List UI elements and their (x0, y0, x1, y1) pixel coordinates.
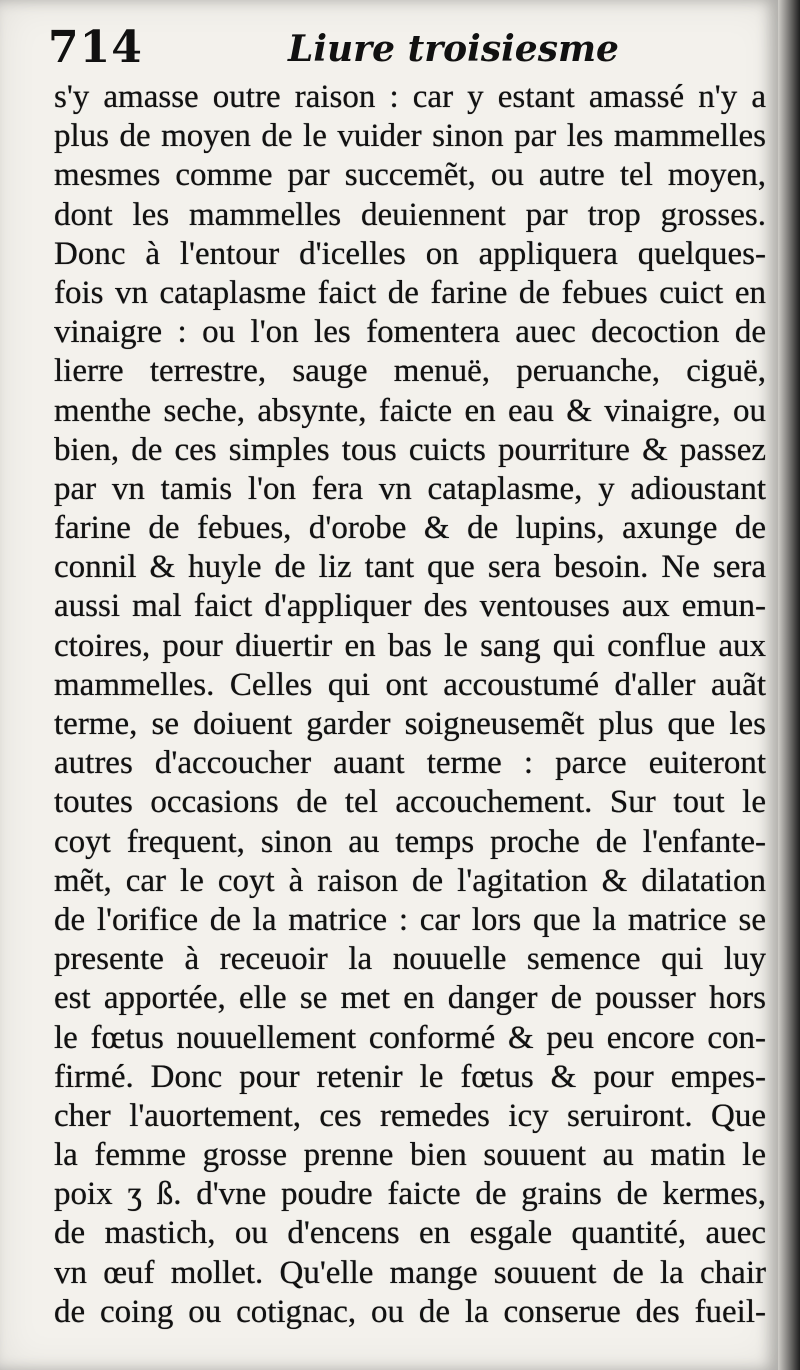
text-line: mẽt, car le coyt à raison de l'agitation & dilatation (54, 862, 766, 899)
text-line: autres d'accoucher auant terme : parce euiteront (54, 745, 766, 782)
text-line: terme, se doiuent garder soigneusemẽt plus que les (54, 706, 766, 742)
text-line: cher l'auortement, ces remedes icy seruiront. Que (54, 1097, 766, 1134)
text-line: coyt frequent, sinon au temps proche de l'enfante- (54, 823, 766, 860)
running-head: Liure troisiesme (288, 28, 619, 70)
text-line: firmé. Donc pour retenir le fœtus & pour empes- (54, 1058, 766, 1095)
text-line: dont les mammelles deuiennent par trop grosses. (54, 196, 766, 233)
text-line: bien, de ces simples tous cuicts pourriture & passez (54, 431, 766, 468)
text-line: est apportée, elle se met en danger de pousser hors (54, 980, 766, 1017)
text-line: de mastich, ou d'encens en esgale quantité, auec (54, 1215, 766, 1252)
text-line: presente à receuoir la nouuelle semence qui luy (54, 941, 766, 978)
page-header (48, 18, 768, 82)
text-line: de coing ou cotignac, ou de la conserue des fueil- (54, 1293, 766, 1330)
body-text (54, 78, 766, 1332)
text-line: fois vn cataplasme faict de farine de febues cuict en (54, 274, 766, 311)
text-line: la femme grosse prenne bien souuent au matin le (54, 1137, 766, 1174)
text-line: toutes occasions de tel accouchement. Sur tout le (54, 784, 766, 821)
text-line: Donc à l'entour d'icelles on appliquera quelques- (54, 235, 766, 272)
text-line: vn œuf mollet. Qu'elle mange souuent de la chair (54, 1254, 766, 1291)
text-line: mesmes comme par succemẽt, ou autre tel moyen, (54, 157, 766, 194)
text-line: mammelles. Celles qui ont accoustumé d'aller auãt (54, 666, 766, 703)
text-line: vinaigre : ou l'on les fomentera auec decoction de (54, 314, 766, 351)
text-line: connil & huyle de liz tant que sera besoin. Ne sera (54, 549, 766, 586)
text-line: le fœtus nouuellement conformé & peu encore con- (54, 1019, 766, 1056)
text-line: de l'orifice de la matrice : car lors que la matrice se (54, 901, 766, 938)
text-line: ctoires, pour diuertir en bas le sang qui conflue aux (54, 627, 766, 664)
text-line: s'y amasse outre raison : car y estant amassé n'y a (54, 79, 766, 115)
page-number: 714 (48, 22, 143, 73)
text-line: poix ʒ ß. d'vne poudre faicte de grains de kermes, (54, 1176, 766, 1213)
text-line: farine de febues, d'orobe & de lupins, axunge de (54, 510, 766, 547)
text-line: menthe seche, absynte, faicte en eau & vinaigre, ou (54, 392, 766, 429)
text-line: lierre terrestre, sauge menuë, peruanche, ciguë, (54, 353, 766, 390)
page-edge (778, 0, 800, 1370)
text-line: plus de moyen de le vuider sinon par les mammelles (54, 118, 766, 155)
text-line: par vn tamis l'on fera vn cataplasme, y adioustant (54, 470, 766, 507)
text-line: aussi mal faict d'appliquer des ventouses aux emun- (54, 588, 766, 625)
